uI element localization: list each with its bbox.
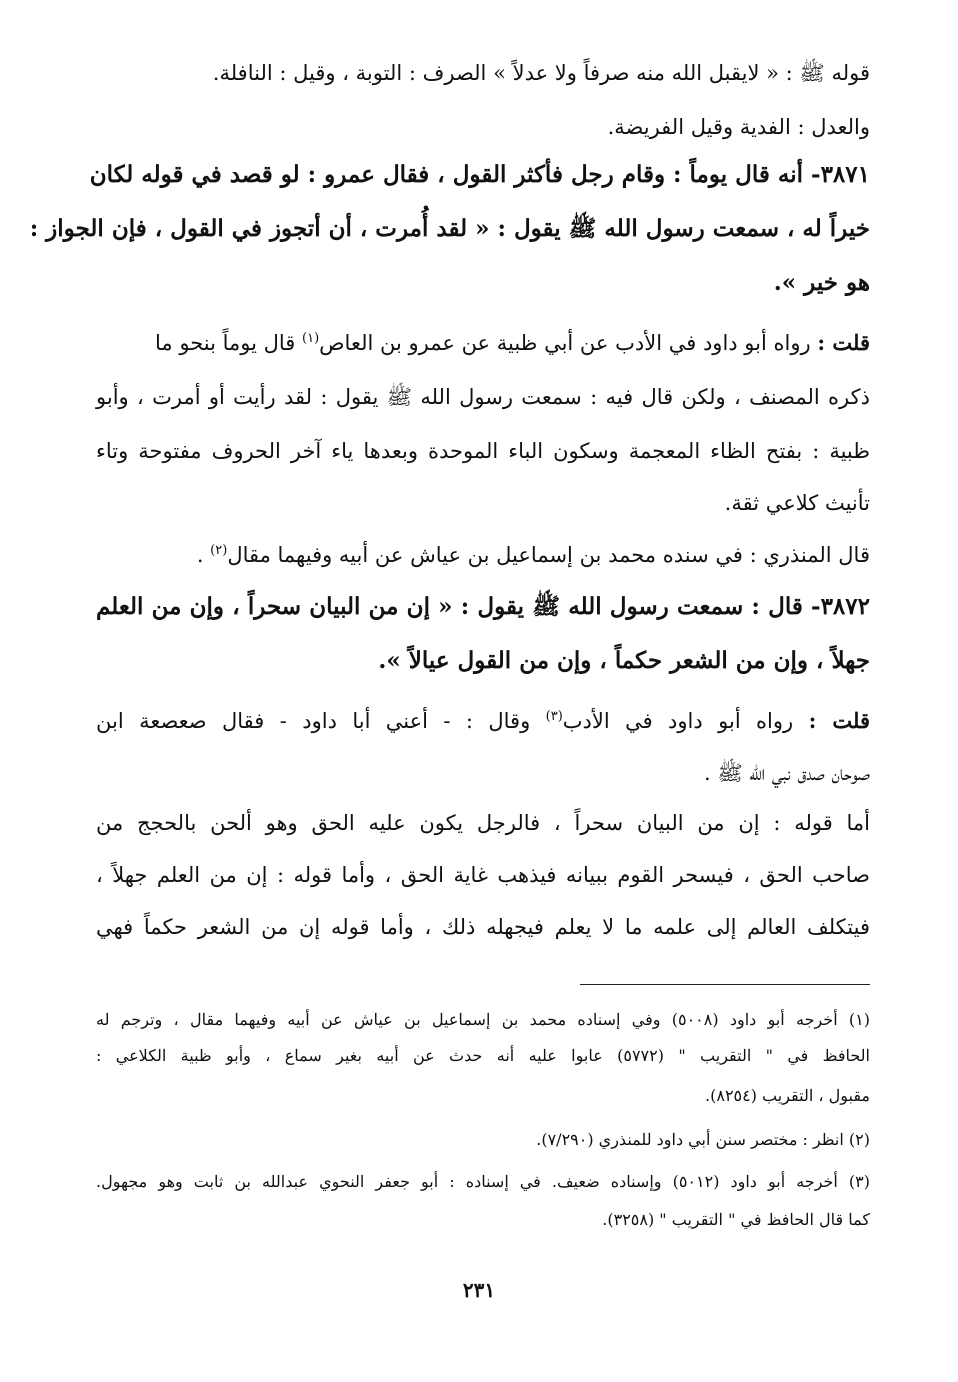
text-segment: رواه أبو داود في الأدب عن أبي ظبية عن عمرو بن العاص <box>319 331 818 355</box>
qultu-label: قلت : <box>817 330 870 355</box>
hadith-3871-line: ٣٨٧١- أنه قال يوماً : وقام رجل فأكثر القول ، فقال عمرو : لو قصد في قوله لكان <box>89 161 870 188</box>
qultu-label: قلت : <box>808 708 870 733</box>
commentary-line: فيتكلف العالم إلى علمه ما لا يعلم فيجهله ذلك ، وأما قوله إن من الشعر حكماً فهي <box>96 915 870 939</box>
commentary-line <box>96 706 870 736</box>
commentary-line: ظبية : بفتح الظاء المعجمة وسكون الباء الموحدة وبعدها ياء آخر الحروف مفتوحة وتاء <box>96 439 870 463</box>
footnote-ref[interactable]: (٢) <box>210 543 228 558</box>
commentary-line: أما قوله : إن من البيان سحراً ، فالرجل يكون عليه الحق وهو ألحن بالحجج من <box>96 811 870 835</box>
commentary-line <box>96 540 870 570</box>
text-segment: وقال : - أعني أبا داود - فقال صعصعة ابن <box>96 709 546 733</box>
commentary-line: صاحب الحق ، فيسحر القوم ببيانه فيذهب غاية الحق ، وأما قوله : إن من العلم جهلاً ، <box>96 863 870 887</box>
hadith-3871-line: هو خير ». <box>773 269 870 296</box>
footnote-line: (١) أخرجه أبو داود (٥٠٠٨) وفي إسناده محمد بن إسماعيل بن عياش عن أبيه وفيهما مقال ، وترجم له <box>96 1010 871 1029</box>
footnote-ref[interactable]: (٣) <box>545 709 563 724</box>
text-line: قوله ﷺ : « لايقبل الله منه صرفاً ولا عدلاً » الصرف : التوبة ، وقيل : النافلة. <box>212 61 870 85</box>
text-segment: رواه أبو داود في الأدب <box>562 709 809 733</box>
footnote-line: كما قال الحافظ في " التقريب " (٣٢٥٨). <box>602 1210 870 1229</box>
hadith-3871-line: خيراً له ، سمعت رسول الله ﷺ يقول : « لقد أُمرت ، أن أتجوز في القول ، فإن الجواز : <box>29 215 870 242</box>
commentary-line: ذكره المصنف ، ولكن قال فيه : سمعت رسول الله ﷺ يقول : لقد رأيت أو أمرت ، وأبو <box>96 385 870 409</box>
page-number: ٢٣١ <box>462 1278 496 1302</box>
hadith-3872-line: جهلاً ، وإن من الشعر حكماً ، وإن من القول عيالاً ». <box>378 647 870 674</box>
footnote-divider <box>580 984 870 985</box>
hadith-3872-line: ٣٨٧٢- قال : سمعت رسول الله ﷺ يقول : « إن من البيان سحراً ، وإن من العلم <box>96 593 870 620</box>
commentary-line: صوحان صدق نبي الله ﷺ . <box>703 761 870 785</box>
text-segment: قال يوماً بنحو ما <box>155 331 303 355</box>
footnote-line: الحافظ في " التقريب " (٥٧٧٢) عابوا عليه أنه حدث عن أبيه بغير سماع ، وأبو ظبية الكلاعي : <box>96 1046 871 1065</box>
commentary-line: تأنيث كلاعي ثقة. <box>724 491 870 515</box>
footnote-ref[interactable]: (١) <box>302 331 320 346</box>
text-line: والعدل : الفدية وقيل الفريضة. <box>607 115 870 139</box>
text-segment: . <box>196 543 211 567</box>
footnote-line: مقبول ، التقريب (٨٢٥٤). <box>705 1086 870 1105</box>
footnote-line: (٣) أخرجه أبو داود (٥٠١٢) وإسناده ضعيف. في إسناده : أبو جعفر النحوي عبدالله بن ثابت وهو مجهول. <box>96 1172 871 1191</box>
commentary-line <box>96 328 870 358</box>
footnote-line: (٢) انظر : مختصر سنن أبي داود للمنذري (٧/٢٩٠). <box>536 1130 870 1149</box>
text-segment: قال المنذري : في سنده محمد بن إسماعيل بن عياش عن أبيه وفيهما مقال <box>227 543 870 567</box>
